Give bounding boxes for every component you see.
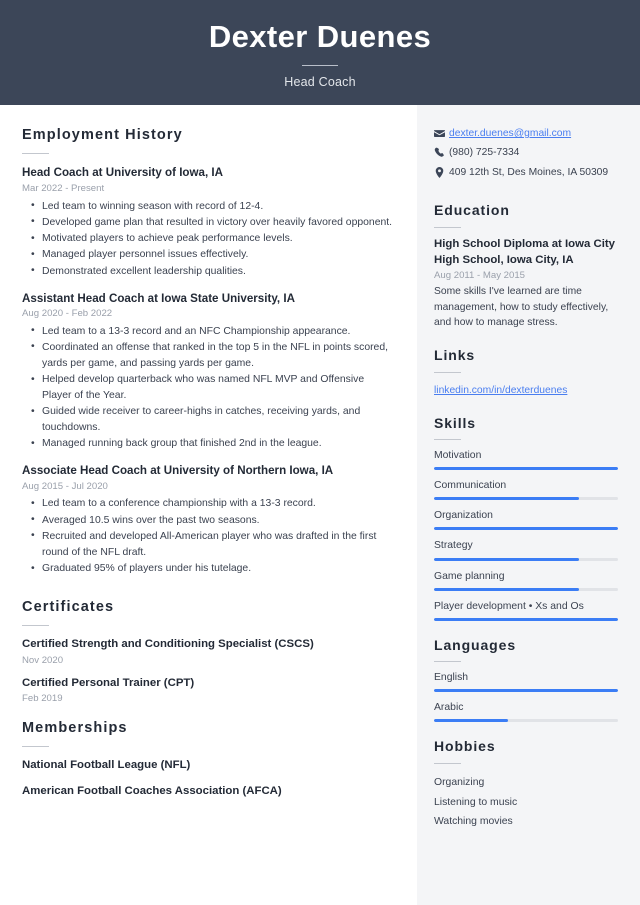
section-languages bbox=[434, 637, 618, 723]
section-rule bbox=[434, 763, 461, 764]
certificate-entry bbox=[22, 637, 395, 665]
employment-entry-title: Assistant Head Coach at Iowa State University, IA bbox=[22, 291, 295, 305]
section-title-employment-history: Employment History bbox=[22, 127, 183, 143]
certificate-date: Nov 2020 bbox=[22, 654, 64, 666]
section-rule bbox=[434, 227, 461, 228]
skill-bar-fill bbox=[434, 497, 579, 500]
bullet-item: • Motivated players to achieve peak performance levels. bbox=[22, 231, 395, 247]
skill-bar-fill bbox=[434, 527, 618, 530]
section-rule bbox=[22, 625, 49, 626]
section-certificates bbox=[22, 599, 395, 704]
skill-label: Strategy bbox=[434, 540, 473, 552]
employment-entry-title: Associate Head Coach at University of Northern Iowa, IA bbox=[22, 464, 334, 478]
section-rule bbox=[22, 153, 49, 154]
contact-address-text: 409 12th St, Des Moines, IA 50309 bbox=[449, 166, 609, 178]
header-divider bbox=[302, 65, 338, 66]
skill-bar-track bbox=[434, 588, 618, 591]
employment-entry-date: Aug 2015 - Jul 2020 bbox=[22, 480, 108, 492]
employment-entry-bullets bbox=[22, 496, 395, 577]
resume-header bbox=[0, 0, 640, 105]
skill-bar-track bbox=[434, 467, 618, 470]
language-label: English bbox=[434, 672, 469, 684]
employment-entry-bullets bbox=[22, 324, 395, 453]
candidate-name: Dexter Duenes bbox=[208, 18, 432, 54]
bullet-item: • Managed running back group that finished 2nd in the league. bbox=[22, 436, 395, 452]
employment-entry-date: Aug 2020 - Feb 2022 bbox=[22, 308, 113, 320]
language-label: Arabic bbox=[434, 702, 464, 714]
education-description: Some skills I've learned are time management, how to study effectively, and how to manage stress. bbox=[434, 286, 609, 329]
section-employment-history bbox=[22, 127, 395, 577]
skill-bar-fill bbox=[434, 467, 618, 470]
section-title-skills: Skills bbox=[434, 414, 476, 431]
envelope-icon bbox=[434, 127, 449, 139]
section-rule bbox=[434, 439, 461, 440]
section-rule bbox=[434, 372, 461, 373]
phone-icon bbox=[434, 146, 449, 158]
skill-bar-fill bbox=[434, 618, 618, 621]
skill-item bbox=[434, 539, 618, 560]
bullet-item: • Managed player personnel issues effectively. bbox=[22, 247, 395, 263]
language-item bbox=[434, 701, 618, 722]
contact-email-link[interactable]: dexter.duenes@gmail.com bbox=[449, 128, 572, 139]
hobby-item: Listening to music bbox=[434, 796, 518, 808]
employment-entry bbox=[22, 291, 395, 453]
bullet-item: • Led team to a conference championship with a 13-3 record. bbox=[22, 496, 395, 512]
skill-bar-fill bbox=[434, 558, 579, 561]
language-bar-track bbox=[434, 719, 618, 722]
bullet-item: • Graduated 95% of players under his tutelage. bbox=[22, 561, 395, 577]
employment-entry bbox=[22, 463, 395, 577]
section-title-hobbies: Hobbies bbox=[434, 738, 496, 755]
employment-entry-bullets bbox=[22, 199, 395, 280]
section-skills bbox=[434, 415, 618, 621]
employment-entry-date: Mar 2022 - Present bbox=[22, 183, 105, 195]
education-date: Aug 2011 - May 2015 bbox=[434, 270, 526, 282]
language-bar-track bbox=[434, 689, 618, 692]
section-title-links: Links bbox=[434, 346, 476, 363]
section-rule bbox=[434, 661, 461, 662]
resume-body bbox=[0, 105, 640, 905]
bullet-item: • Developed game plan that resulted in victory over heavily favored opponent. bbox=[22, 215, 395, 231]
skill-item bbox=[434, 570, 618, 591]
candidate-job-title: Head Coach bbox=[284, 75, 356, 90]
skill-item bbox=[434, 600, 618, 621]
skill-label: Game planning bbox=[434, 570, 505, 582]
skill-bar-track bbox=[434, 558, 618, 561]
skill-bar-track bbox=[434, 497, 618, 500]
section-title-languages: Languages bbox=[434, 636, 517, 653]
employment-entry-title: Head Coach at University of Iowa, IA bbox=[22, 166, 224, 180]
skill-label: Organization bbox=[434, 510, 493, 522]
section-title-education: Education bbox=[434, 202, 510, 219]
bullet-item: • Demonstrated excellent leadership qualities. bbox=[22, 264, 395, 280]
membership-entry bbox=[22, 758, 395, 773]
skill-bar-fill bbox=[434, 588, 579, 591]
contact-phone-text: (980) 725-7334 bbox=[449, 147, 520, 159]
bullet-item: • Averaged 10.5 wins over the past two seasons. bbox=[22, 513, 395, 529]
section-memberships bbox=[22, 720, 395, 799]
contact-block bbox=[434, 127, 618, 180]
employment-entry bbox=[22, 165, 395, 279]
skill-item bbox=[434, 449, 618, 470]
bullet-item: • Led team to winning season with record of 12-4. bbox=[22, 199, 395, 215]
language-bar-fill bbox=[434, 719, 508, 722]
hobby-item: Organizing bbox=[434, 777, 485, 789]
membership-title: American Football Coaches Association (AFCA) bbox=[22, 784, 282, 797]
location-pin-icon bbox=[434, 166, 449, 178]
language-item bbox=[434, 671, 618, 692]
skill-label: Player development • Xs and Os bbox=[434, 600, 584, 612]
skill-bar-track bbox=[434, 618, 618, 621]
section-hobbies bbox=[434, 738, 618, 831]
membership-entry bbox=[22, 784, 395, 799]
section-links bbox=[434, 347, 618, 399]
bullet-item: • Led team to a 13-3 record and an NFC Championship appearance. bbox=[22, 324, 395, 340]
skill-item bbox=[434, 479, 618, 500]
skill-item bbox=[434, 509, 618, 530]
sidebar-column bbox=[417, 105, 640, 905]
section-title-memberships: Memberships bbox=[22, 720, 128, 737]
certificate-entry bbox=[22, 676, 395, 704]
sidebar-link-linkedin[interactable]: linkedin.com/in/dexterduenes bbox=[434, 384, 568, 396]
certificate-title: Certified Personal Trainer (CPT) bbox=[22, 676, 195, 689]
section-education bbox=[434, 202, 618, 331]
section-rule bbox=[22, 746, 49, 747]
contact-phone-row bbox=[434, 146, 618, 160]
contact-address-row bbox=[434, 166, 618, 180]
skill-label: Motivation bbox=[434, 450, 482, 462]
education-title: High School Diploma at Iowa City High School, Iowa City, IA bbox=[434, 238, 615, 266]
main-column bbox=[0, 105, 417, 905]
skill-bar-track bbox=[434, 527, 618, 530]
skill-label: Communication bbox=[434, 480, 507, 492]
certificate-title: Certified Strength and Conditioning Specialist (CSCS) bbox=[22, 638, 314, 651]
bullet-item: • Guided wide receiver to career-highs in catches, receiving yards, and touchdowns. bbox=[22, 404, 395, 436]
hobby-item: Watching movies bbox=[434, 815, 513, 827]
bullet-item: • Recruited and developed All-American player who was drafted in the first round of the NFL draft. bbox=[22, 529, 395, 561]
section-title-certificates: Certificates bbox=[22, 598, 115, 615]
language-bar-fill bbox=[434, 689, 618, 692]
education-entry bbox=[434, 237, 618, 331]
membership-title: National Football League (NFL) bbox=[22, 759, 191, 772]
bullet-item: • Helped develop quarterback who was named NFL MVP and Offensive Player of the Year. bbox=[22, 372, 395, 404]
bullet-item: • Coordinated an offense that ranked in the top 5 in the NFL in points scored, yards per game, and passing yards per game. bbox=[22, 340, 395, 372]
certificate-date: Feb 2019 bbox=[22, 693, 63, 705]
contact-email-row[interactable] bbox=[434, 127, 618, 141]
